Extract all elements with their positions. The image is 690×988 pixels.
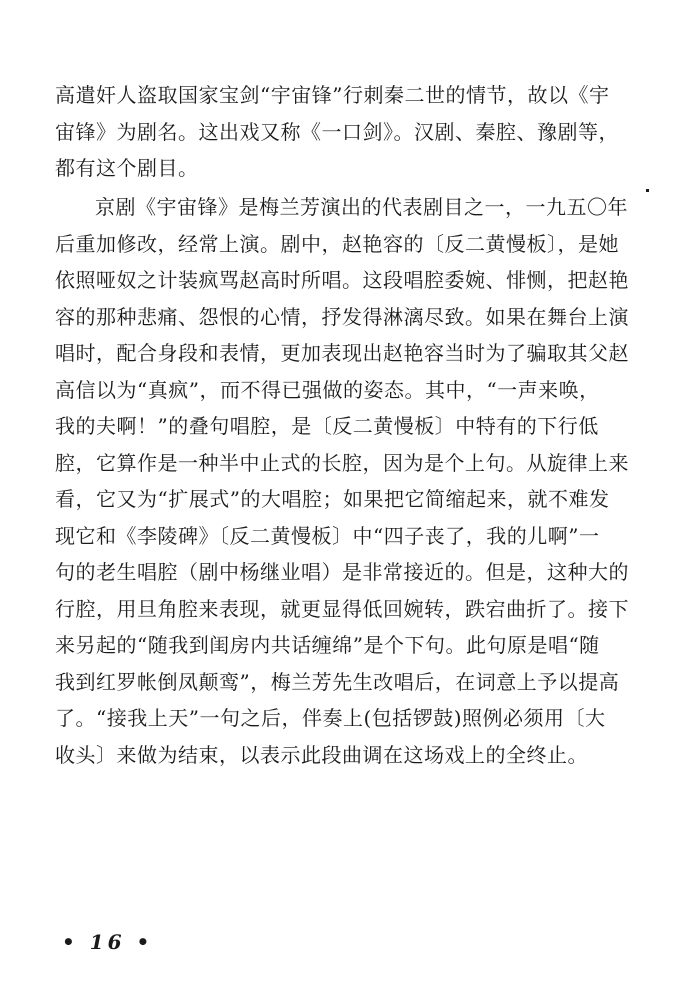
- paragraph-line: 高遣奸人盗取国家宝剑“宇宙锋”行刺秦二世的情节，故以《宇: [55, 83, 610, 107]
- paragraph-2: [55, 189, 645, 773]
- paragraph-line: 句的老生唱腔（剧中杨继业唱）是非常接近的。但是，这种大的: [55, 560, 629, 584]
- paragraph-line: 了。“接我上天”一句之后，伴奏上(包括锣鼓)照例必须用〔大: [55, 706, 606, 730]
- paragraph-line: 容的那种悲痛、怨恨的心情，抒发得淋漓尽致。如果在舞台上演: [55, 304, 629, 329]
- paragraph-line: 现它和《李陵碑》〔反二黄慢板〕中“四子丧了，我的儿啊”一: [55, 523, 600, 548]
- paragraph-line: 我到红罗帐倒凤颠鸾”，梅兰芳先生改唱后，在词意上予以提高: [55, 669, 620, 694]
- paragraph-line: 我的夫啊！”的叠句唱腔，是〔反二黄慢板〕中特有的下行低: [55, 414, 599, 438]
- margin-mark: [646, 189, 649, 192]
- paragraph-line: 看，它又为“扩展式”的大唱腔；如果把它简缩起来，就不难发: [55, 487, 610, 511]
- paragraph-line: 宙锋》为剧名。这出戏又称《一口剑》。汉剧、秦腔、豫剧等，: [55, 119, 619, 144]
- page-number: • 16 •: [62, 930, 154, 954]
- paragraph-line: 高信以为“真疯”，而不得已强做的姿态。其中，“一声来唤，: [55, 377, 600, 402]
- paragraph-line: 来另起的“随我到闺房内共话缠绵”是个下句。此句原是唱“随: [55, 633, 600, 657]
- paragraph-line: 收头〕来做为结束，以表示此段曲调在这场戏上的全终止。: [55, 742, 588, 767]
- paragraph-line: 依照哑奴之计装疯骂赵高时所唱。这段唱腔委婉、悱恻，把赵艳: [55, 268, 629, 292]
- paragraph-line: 行腔，用旦角腔来表现，就更显得低回婉转，跌宕曲折了。接下: [55, 596, 629, 621]
- paragraph-line: 京剧《宇宙锋》是梅兰芳演出的代表剧目之一，一九五〇年: [95, 195, 628, 219]
- paragraph-line: 腔，它算作是一种半中止式的长腔，因为是个上句。从旋律上来: [55, 450, 629, 475]
- paragraph-line: 唱时，配合身段和表情，更加表现出赵艳容当时为了骗取其父赵: [55, 341, 629, 365]
- paragraph-line: 后重加修改，经常上演。剧中，赵艳容的〔反二黄慢板〕，是她: [55, 231, 619, 256]
- paragraph-1: [55, 77, 645, 187]
- paragraph-line: 都有这个剧目。: [55, 156, 199, 180]
